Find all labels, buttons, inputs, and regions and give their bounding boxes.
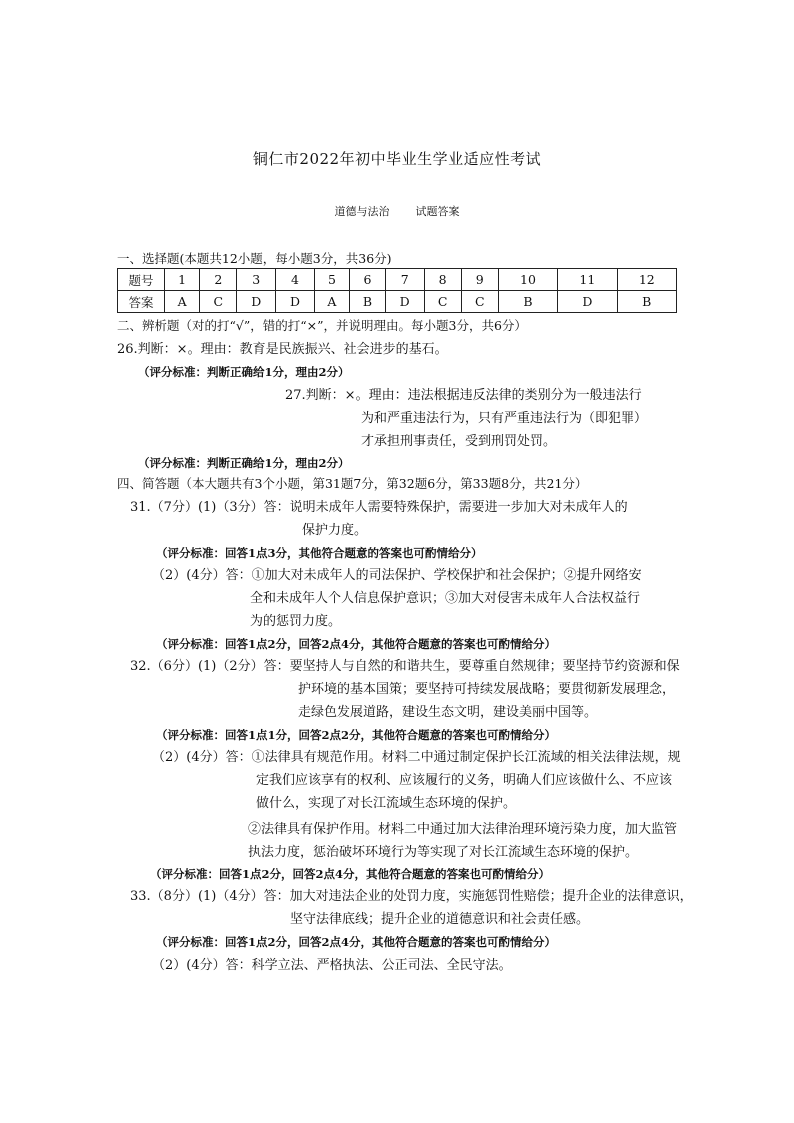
q31-1-line1: 31.（7分）(1)（3分）答：说明未成年人需要特殊保护，需要进一步加大对未成年人的 [130, 500, 628, 515]
q33-1-line2: 坚守法律底线；提升企业的道德意识和社会责任感。 [290, 912, 590, 927]
section1-heading: 一、选择题(本题共12小题，每小题3分，共36分) [117, 251, 392, 266]
answer-cell: D [385, 291, 424, 313]
page-title: 铜仁市2022年初中毕业生学业适应性考试 [252, 150, 542, 168]
question-number-row [118, 269, 677, 291]
q32-1-line2: 护环境的基本国策；要坚持可持续发展战略；要贯彻新发展理念， [298, 682, 676, 697]
answer-cell: B [350, 291, 386, 313]
answer-kind: 试题答案 [415, 205, 460, 218]
q26-answer: 26.判断：×。理由：教育是民族振兴、社会进步的基石。 [117, 342, 448, 357]
answer-cell: D [558, 291, 617, 313]
q27-answer-line2: 为和严重违法行为，只有严重违法行为（即犯罪） [361, 411, 648, 426]
q27-scoring: （评分标准：判断正确给1分，理由2分） [138, 456, 350, 470]
q32-2-line1: （2）(4分）答：①法律具有规范作用。材料二中通过制定保护长江流域的相关法律法规，规 [152, 750, 681, 765]
q32-2-line4: ②法律具有保护作用。材料二中通过加大法律治理环境污染力度，加大监管 [248, 822, 678, 837]
question-number: 12 [617, 269, 676, 291]
question-number: 2 [200, 269, 237, 291]
row-label-answer: 答案 [118, 291, 165, 313]
answer-row [118, 291, 677, 313]
q27-answer-line1: 27.判断：×。理由：违法根据违反法律的类别分为一般违法行 [285, 388, 642, 403]
subject-name: 道德与法治 [334, 205, 390, 218]
q27-answer-line3: 才承担刑事责任，受到刑罚处罚。 [361, 434, 557, 449]
answer-cell: A [314, 291, 349, 313]
question-number: 10 [498, 269, 557, 291]
question-number: 7 [385, 269, 424, 291]
answer-cell: A [165, 291, 200, 313]
q31-1-scoring: （评分标准：回答1点3分，其他符合题意的答案也可酌情给分） [156, 546, 483, 560]
q32-2-line3: 做什么，实现了对长江流域生态环境的保护。 [256, 796, 517, 811]
q32-2-line2: 定我们应该享有的权利、应该履行的义务，明确人们应该做什么、不应该 [256, 773, 673, 788]
q31-2-scoring: （评分标准：回答1点2分，回答2点4分，其他符合题意的答案也可酌情给分） [156, 637, 557, 651]
q33-1-line1: 33.（8分）(1)（4分）答：加大对违法企业的处罚力度，实施惩罚性赔偿；提升企业的法律意识， [130, 889, 693, 904]
question-number: 11 [558, 269, 617, 291]
q31-2-line2: 全和未成年人个人信息保护意识；③加大对侵害未成年人合法权益行 [250, 591, 641, 606]
question-number: 9 [461, 269, 498, 291]
answer-cell: C [424, 291, 461, 313]
answer-cell: B [498, 291, 557, 313]
answer-cell: C [461, 291, 498, 313]
question-number: 4 [276, 269, 315, 291]
q31-1-line2: 保护力度。 [302, 523, 368, 538]
answer-cell: B [617, 291, 676, 313]
page-subtitle [0, 203, 794, 219]
section4-heading: 四、简答题（本大题共有3个小题，第31题7分，第32题6分，第33题8分，共21分） [117, 476, 588, 491]
q32-2-scoring: （评分标准：回答1点2分，回答2点4分，其他符合题意的答案也可酌情给分） [150, 867, 551, 881]
q32-2-line5: 执法力度，惩治破坏环境行为等实现了对长江流域生态环境的保护。 [248, 845, 639, 860]
q32-1-line3: 走绿色发展道路，建设生态文明，建设美丽中国等。 [298, 705, 598, 720]
row-label-question: 题号 [118, 269, 165, 291]
answer-cell: D [276, 291, 315, 313]
q31-2-line3: 为的惩罚力度。 [250, 614, 342, 629]
q26-scoring: （评分标准：判断正确给1分，理由2分） [138, 365, 350, 379]
question-number: 6 [350, 269, 386, 291]
question-number: 5 [314, 269, 349, 291]
question-number: 3 [237, 269, 276, 291]
section2-heading: 二、辨析题（对的打“√”，错的打“×”，并说明理由。每小题3分，共6分） [117, 318, 527, 333]
question-number: 8 [424, 269, 461, 291]
answer-cell: C [200, 291, 237, 313]
q32-1-scoring: （评分标准：回答1点1分，回答2点2分，其他符合题意的答案也可酌情给分） [156, 728, 557, 742]
answer-table [117, 268, 677, 313]
q32-1-line1: 32.（6分）(1)（2分）答：要坚持人与自然的和谐共生，要尊重自然规律；要坚持节约资源和保 [130, 659, 680, 674]
q33-2-answer: （2）(4分）答：科学立法、严格执法、公正司法、全民守法。 [152, 958, 512, 973]
answer-cell: D [237, 291, 276, 313]
q31-2-line1: （2）(4分）答：①加大对未成年人的司法保护、学校保护和社会保护；②提升网络安 [152, 568, 642, 583]
question-number: 1 [165, 269, 200, 291]
q33-1-scoring: （评分标准：回答1点2分，回答2点4分，其他符合题意的答案也可酌情给分） [156, 935, 557, 949]
